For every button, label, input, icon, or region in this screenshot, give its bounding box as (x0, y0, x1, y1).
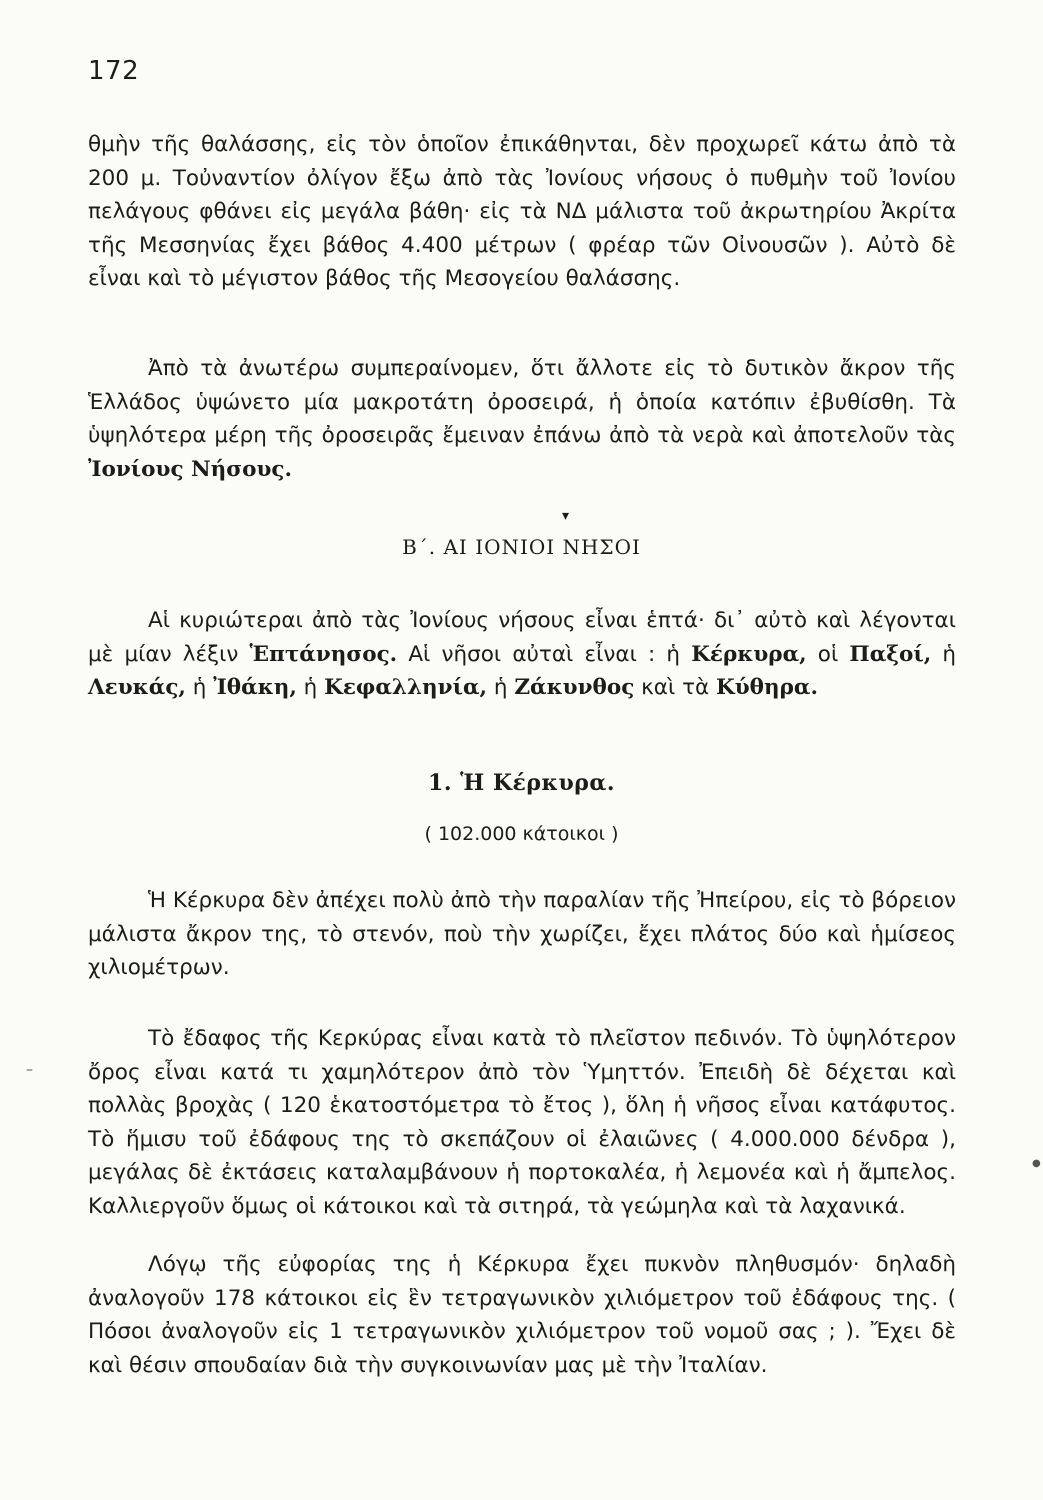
sub-heading-corfu: 1. Ἡ Κέρκυρα. (428, 770, 615, 796)
paragraph-text: Λόγῳ τῆς εὐφορίας της ἡ Κέρκυρα ἔχει πυκνὸν πληθυσμόν· δηλαδὴ ἀναλογοῦν 178 κάτοικοι εἰς ἓν τετραγωνικὸν χιλιόμετρον τοῦ ἐδάφους της. ( Πόσοι ἀναλογοῦν εἰς 1 τετραγωνικὸν χιλιόμετρον τοῦ νομοῦ σας ; ). Ἔχει δὲ καὶ θέσιν σπουδαίαν διὰ τὴν συγκοινωνίαν μας μὲ τὴν Ἰταλίαν. (88, 1252, 956, 1378)
text-run: ἡ (296, 675, 325, 700)
text-run: Αἱ κυριώτεραι ἀπὸ τὰς Ἰονίους νήσους εἶναι ἑπτά· δι᾽ αὐτὸ καὶ λέγονται μὲ μίαν λέξιν (88, 608, 956, 667)
paragraph-corfu-population (88, 1248, 956, 1382)
paragraph-islands-list (88, 604, 956, 705)
paragraph-text: Τὸ ἔδαφος τῆς Κερκύρας εἶναι κατὰ τὸ πλεῖστον πεδινόν. Τὸ ὑψηλότερον ὄρος εἶναι κατά τι χαμηλότερον ἀπὸ τὸν Ὑμηττόν. Ἐπειδὴ δὲ δέχεται καὶ πολλὰς βροχὰς ( 120 ἑκατοστόμετρα τὸ ἔτος ), ὅλη ἡ νῆσος εἶναι κατάφυτος. Τὸ ἥμισυ τοῦ ἐδάφους της τὸ σκεπάζουν οἱ ἐλαιῶνες ( 4.000.000 δένδρα ), μεγάλας δὲ ἐκτάσεις καταλαμβάνουν ἡ πορτοκαλέα, ἡ λεμονέα καὶ ἡ ἄμπελος. Καλλιεργοῦν ὅμως οἱ κάτοικοι καὶ τὰ σιτηρά, τὰ γεώμηλα καὶ τὰ λαχανικά. (88, 1026, 956, 1219)
paragraph-sunken-range (88, 352, 956, 486)
margin-dot: ● (1032, 1158, 1041, 1169)
paragraph-corfu-location (88, 884, 956, 985)
text-run: Αἱ νῆσοι αὐταὶ εἶναι : ἡ (397, 641, 692, 667)
text-run: ἡ (487, 675, 515, 700)
page-number: 172 (88, 56, 140, 86)
ionian-islands-emphasis: Ἰονίους Νήσους. (88, 456, 292, 482)
margin-mark: – (26, 1062, 33, 1078)
text-run: ἡ (931, 641, 956, 667)
island-name: Κεφαλληνία, (324, 675, 488, 700)
text-run: καὶ τὰ (634, 675, 717, 700)
population-note: ( 102.000 κάτοικοι ) (424, 823, 619, 845)
section-heading: Β΄. ΑΙ ΙΟΝΙΟΙ ΝΗΣΟΙ (402, 535, 641, 559)
heptanese-emphasis: Ἑπτάνησος. (249, 641, 398, 667)
paragraph-corfu-terrain (88, 1022, 956, 1223)
paragraph-text: Ἡ Κέρκυρα δὲν ἀπέχει πολὺ ἀπὸ τὴν παραλίαν τῆς Ἠπείρου, εἰς τὸ βόρειον μάλιστα ἄκρον της, τὸ στενόν, ποὺ τὴν χωρίζει, ἔχει πλάτος δύο καὶ ἡμίσεος χιλιομέτρων. (88, 888, 956, 980)
island-name: Λευκάς, (88, 675, 186, 700)
ornament-mark: ▾ (562, 508, 570, 524)
island-name: Κύθηρα. (716, 675, 818, 700)
text-run: οἱ (806, 641, 850, 667)
paragraph-body: Ἀπὸ τὰ ἀνωτέρω συμπεραίνομεν, ὅτι ἄλλοτε εἰς τὸ δυτικὸν ἄκρον τῆς Ἑλλάδος ὑψώνετο μία μακροτάτη ὀροσειρά, ἡ ὁποία κατόπιν ἐβυθίσθη. Τὰ ὑψηλότερα μέρη τῆς ὀροσειρᾶς ἔμειναν ἐπάνω ἀπὸ τὰ νερὰ καὶ ἀποτελοῦν τὰς (88, 356, 956, 448)
paragraph-seabed-depth (88, 128, 956, 296)
island-name: Ζάκυνθος (514, 675, 635, 700)
paragraph-text (88, 352, 956, 486)
text-run: ἡ (185, 675, 214, 700)
island-name: Παξοί, (849, 641, 932, 667)
island-name: Ἰθάκη, (213, 675, 297, 700)
island-name: Κέρκυρα, (691, 641, 807, 667)
paragraph-text (88, 604, 956, 705)
paragraph-text: θμὴν τῆς θαλάσσης, εἰς τὸν ὁποῖον ἐπικάθηνται, δὲν προχωρεῖ κάτω ἀπὸ τὰ 200 μ. Τοὐναντίον ὀλίγον ἔξω ἀπὸ τὰς Ἰονίους νήσους ὁ πυθμὴν τοῦ Ἰονίου πελάγους φθάνει εἰς μεγάλα βάθη· εἰς τὰ ΝΔ μάλιστα τοῦ ἀκρωτηρίου Ἀκρίτα τῆς Μεσσηνίας ἔχει βάθος 4.400 μέτρων ( φρέαρ τῶν Οἰνουσῶν ). Αὐτὸ δὲ εἶναι καὶ τὸ μέγιστον βάθος τῆς Μεσογείου θαλάσσης. (88, 132, 956, 291)
